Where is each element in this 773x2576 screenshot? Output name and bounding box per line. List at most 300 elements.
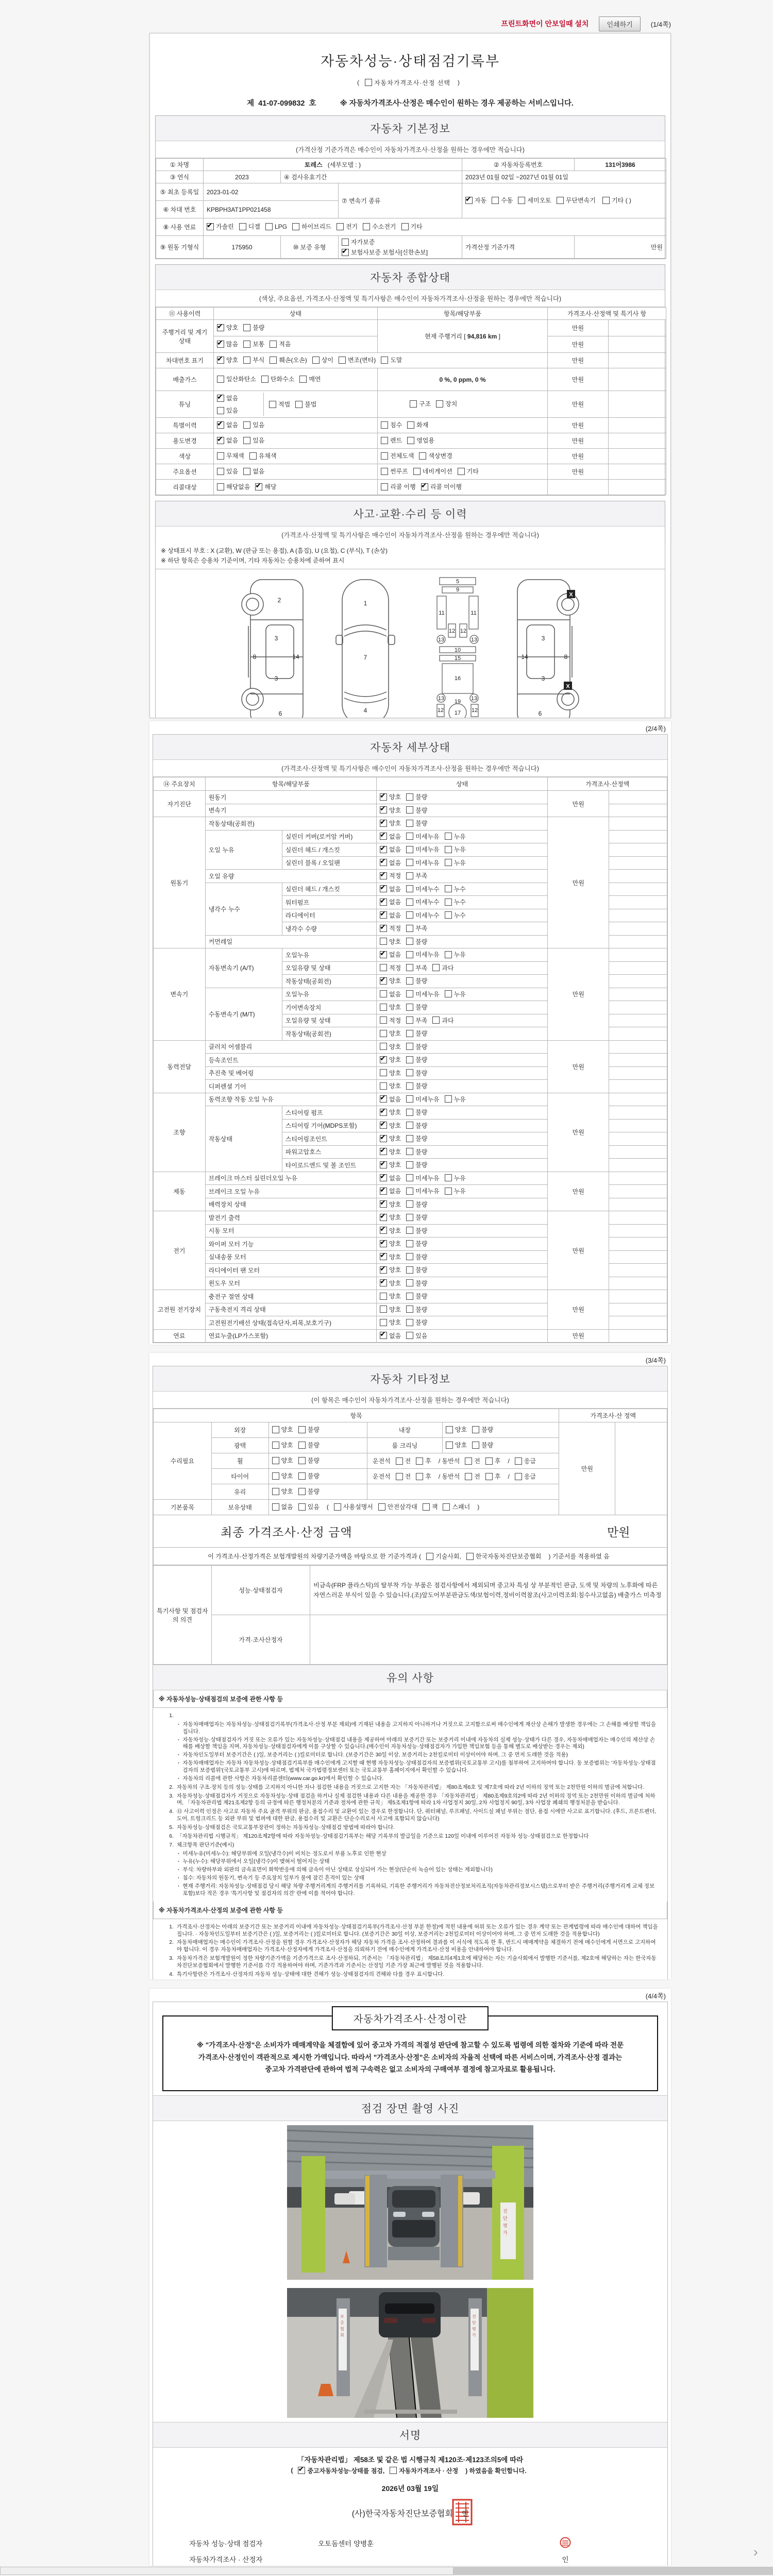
checkbox-checked-icon[interactable] — [380, 1253, 387, 1260]
checkbox-option[interactable] — [217, 482, 250, 491]
checkbox-checked-icon[interactable] — [380, 1188, 387, 1195]
checkbox-option[interactable] — [265, 223, 287, 230]
checkbox-icon[interactable] — [381, 483, 388, 490]
checkbox-icon[interactable] — [381, 437, 388, 444]
checkbox-option[interactable] — [380, 1003, 401, 1011]
checkbox-option[interactable] — [466, 1552, 542, 1561]
checkbox-option[interactable] — [416, 1456, 431, 1465]
checkbox-option[interactable] — [413, 467, 452, 476]
checkbox-checked-icon[interactable] — [380, 1214, 387, 1221]
checkbox-checked-icon[interactable] — [380, 885, 387, 892]
checkbox-icon[interactable] — [406, 872, 413, 879]
checkbox-option[interactable] — [312, 355, 333, 364]
checkbox-option[interactable] — [243, 436, 264, 445]
checkbox-option[interactable] — [298, 1502, 320, 1511]
checkbox-icon[interactable] — [445, 911, 452, 919]
checkbox-option[interactable] — [380, 911, 401, 920]
checkbox-icon[interactable] — [445, 899, 452, 906]
checkbox-icon[interactable] — [445, 859, 452, 866]
checkbox-icon[interactable] — [445, 1188, 452, 1195]
checkbox-icon[interactable] — [406, 938, 413, 945]
checkbox-icon[interactable] — [445, 1174, 452, 1181]
checkbox-checked-icon[interactable] — [380, 1279, 387, 1286]
checkbox-option[interactable] — [380, 976, 401, 985]
install-hint-link[interactable]: 프린트화면이 안보일때 설치 — [501, 20, 589, 28]
checkbox-icon[interactable] — [406, 1240, 413, 1247]
checkbox-option[interactable] — [406, 1016, 427, 1025]
checkbox-icon[interactable] — [406, 1030, 413, 1037]
checkbox-option[interactable] — [243, 323, 264, 332]
checkbox-icon[interactable] — [406, 1109, 413, 1116]
checkbox-option[interactable] — [298, 1456, 320, 1465]
checkbox-option[interactable] — [406, 950, 439, 959]
checkbox-option[interactable] — [380, 792, 401, 801]
checkbox-option[interactable] — [380, 1292, 401, 1300]
checkbox-icon[interactable] — [406, 859, 413, 866]
checkbox-icon[interactable] — [406, 925, 413, 932]
checkbox-icon[interactable] — [492, 197, 499, 204]
checkbox-icon[interactable] — [365, 79, 372, 86]
checkbox-icon[interactable] — [217, 407, 224, 414]
checkbox-option[interactable] — [390, 2466, 458, 2475]
checkbox-option[interactable] — [492, 196, 513, 205]
checkbox-option[interactable] — [299, 375, 321, 383]
checkbox-option[interactable] — [406, 1265, 427, 1274]
checkbox-checked-icon[interactable] — [380, 806, 387, 814]
checkbox-icon[interactable] — [406, 1279, 413, 1286]
checkbox-option[interactable] — [432, 963, 453, 972]
checkbox-icon[interactable] — [419, 452, 426, 460]
print-button[interactable]: 인쇄하기 — [599, 16, 640, 31]
checkbox-checked-icon[interactable] — [217, 421, 224, 429]
checkbox-icon[interactable] — [380, 1016, 387, 1024]
checkbox-checked-icon[interactable] — [465, 197, 473, 204]
checkbox-option[interactable] — [342, 248, 428, 257]
checkbox-option[interactable] — [380, 1134, 401, 1143]
checkbox-checked-icon[interactable] — [380, 1174, 387, 1181]
checkbox-icon[interactable] — [406, 899, 413, 906]
checkbox-option[interactable] — [380, 1265, 401, 1274]
checkbox-option[interactable] — [217, 355, 238, 364]
checkbox-option[interactable] — [436, 399, 457, 408]
checkbox-icon[interactable] — [406, 1043, 413, 1050]
checkbox-option[interactable] — [272, 1487, 293, 1496]
checkbox-icon[interactable] — [406, 990, 413, 997]
checkbox-icon[interactable] — [217, 376, 224, 383]
checkbox-icon[interactable] — [272, 1488, 279, 1495]
checkbox-option[interactable] — [432, 1016, 453, 1025]
checkbox-icon[interactable] — [406, 911, 413, 919]
checkbox-icon[interactable] — [406, 964, 413, 971]
checkbox-option[interactable] — [380, 1213, 401, 1222]
checkbox-checked-icon[interactable] — [421, 483, 428, 490]
checkbox-checked-icon[interactable] — [380, 793, 387, 801]
checkbox-option[interactable] — [421, 482, 462, 491]
checkbox-option[interactable] — [446, 1440, 467, 1449]
checkbox-option[interactable] — [380, 1174, 401, 1182]
checkbox-icon[interactable] — [217, 483, 224, 490]
checkbox-option[interactable] — [298, 2466, 384, 2475]
checkbox-option[interactable] — [272, 1456, 293, 1465]
checkbox-option[interactable] — [380, 885, 401, 893]
checkbox-option[interactable] — [406, 1134, 427, 1143]
checkbox-checked-icon[interactable] — [255, 483, 262, 490]
checkbox-option[interactable] — [239, 222, 260, 231]
checkbox-option[interactable] — [243, 467, 264, 476]
checkbox-icon[interactable] — [406, 1266, 413, 1274]
checkbox-option[interactable] — [380, 1305, 401, 1314]
checkbox-icon[interactable] — [406, 885, 413, 892]
checkbox-option[interactable] — [406, 1029, 427, 1038]
checkbox-option[interactable] — [406, 1069, 427, 1077]
checkbox-checked-icon[interactable] — [380, 977, 387, 985]
checkbox-option[interactable] — [217, 451, 244, 460]
checkbox-option[interactable] — [406, 976, 427, 985]
checkbox-option[interactable] — [406, 1160, 427, 1169]
checkbox-option[interactable] — [445, 1187, 466, 1195]
checkbox-icon[interactable] — [445, 1095, 452, 1103]
checkbox-icon[interactable] — [298, 1503, 306, 1511]
checkbox-icon[interactable] — [334, 1503, 341, 1511]
checkbox-option[interactable] — [270, 355, 307, 364]
checkbox-icon[interactable] — [381, 452, 388, 460]
checkbox-icon[interactable] — [396, 1473, 403, 1480]
checkbox-option[interactable] — [406, 1213, 427, 1222]
checkbox-option[interactable] — [407, 436, 434, 445]
checkbox-option[interactable] — [515, 1456, 536, 1465]
checkbox-option[interactable] — [406, 937, 427, 946]
checkbox-icon[interactable] — [426, 1553, 433, 1560]
checkbox-icon[interactable] — [298, 1472, 306, 1480]
checkbox-option[interactable] — [255, 482, 276, 491]
checkbox-icon[interactable] — [337, 223, 344, 230]
checkbox-option[interactable] — [445, 1095, 466, 1104]
checkbox-icon[interactable] — [413, 468, 421, 475]
checkbox-option[interactable] — [334, 1502, 373, 1511]
checkbox-option[interactable] — [406, 885, 439, 893]
checkbox-icon[interactable] — [446, 1442, 453, 1449]
checkbox-option[interactable] — [272, 1440, 293, 1449]
checkbox-icon[interactable] — [406, 1004, 413, 1011]
checkbox-option[interactable] — [406, 1331, 427, 1340]
checkbox-option[interactable] — [406, 832, 439, 841]
checkbox-icon[interactable] — [406, 1253, 413, 1260]
checkbox-option[interactable] — [272, 1471, 293, 1480]
checkbox-icon[interactable] — [406, 977, 413, 985]
checkbox-option[interactable] — [445, 911, 466, 920]
checkbox-option[interactable] — [380, 950, 401, 959]
checkbox-icon[interactable] — [265, 223, 273, 230]
checkbox-icon[interactable] — [432, 964, 440, 971]
checkbox-icon[interactable] — [339, 357, 346, 364]
checkbox-icon[interactable] — [472, 1442, 479, 1449]
checkbox-checked-icon[interactable] — [380, 1266, 387, 1274]
checkbox-option[interactable] — [406, 1042, 427, 1051]
checkbox-icon[interactable] — [406, 1332, 413, 1339]
checkbox-checked-icon[interactable] — [380, 1122, 387, 1129]
checkbox-option[interactable] — [381, 420, 402, 429]
checkbox-icon[interactable] — [515, 1473, 522, 1480]
checkbox-icon[interactable] — [292, 223, 299, 230]
checkbox-option[interactable] — [472, 1440, 493, 1449]
checkbox-icon[interactable] — [445, 885, 452, 892]
checkbox-checked-icon[interactable] — [380, 1135, 387, 1142]
checkbox-option[interactable] — [339, 355, 376, 364]
checkbox-option[interactable] — [217, 406, 238, 415]
checkbox-option[interactable] — [298, 1425, 320, 1434]
checkbox-icon[interactable] — [390, 2467, 397, 2474]
checkbox-option[interactable] — [406, 911, 439, 920]
checkbox-icon[interactable] — [406, 1161, 413, 1168]
checkbox-option[interactable] — [465, 196, 486, 205]
checkbox-option[interactable] — [217, 340, 238, 348]
checkbox-icon[interactable] — [380, 1030, 387, 1037]
checkbox-icon[interactable] — [299, 376, 307, 383]
checkbox-option[interactable] — [243, 420, 264, 429]
checkbox-option[interactable] — [381, 482, 416, 491]
checkbox-checked-icon[interactable] — [380, 925, 387, 932]
checkbox-option[interactable] — [406, 1147, 427, 1156]
checkbox-option[interactable] — [406, 963, 427, 972]
checkbox-icon[interactable] — [378, 1503, 385, 1511]
checkbox-icon[interactable] — [406, 951, 413, 958]
checkbox-option[interactable] — [243, 355, 264, 364]
checkbox-icon[interactable] — [485, 1473, 493, 1480]
checkbox-icon[interactable] — [406, 1306, 413, 1313]
checkbox-checked-icon[interactable] — [380, 1148, 387, 1155]
checkbox-icon[interactable] — [272, 1442, 279, 1449]
checkbox-option[interactable] — [272, 1502, 293, 1511]
checkbox-checked-icon[interactable] — [380, 951, 387, 958]
checkbox-icon[interactable] — [380, 1306, 387, 1313]
checkbox-option[interactable] — [445, 990, 466, 998]
checkbox-checked-icon[interactable] — [380, 899, 387, 906]
checkbox-option[interactable] — [337, 222, 358, 231]
checkbox-icon[interactable] — [406, 1188, 413, 1195]
horizontal-scrollbar[interactable] — [0, 2567, 773, 2575]
checkbox-option[interactable] — [217, 375, 256, 383]
checkbox-icon[interactable] — [406, 1214, 413, 1221]
checkbox-icon[interactable] — [239, 223, 246, 230]
checkbox-icon[interactable] — [295, 401, 303, 408]
checkbox-checked-icon[interactable] — [380, 846, 387, 853]
checkbox-icon[interactable] — [381, 421, 388, 429]
checkbox-option[interactable] — [243, 340, 264, 348]
checkbox-option[interactable] — [406, 1200, 427, 1209]
checkbox-option[interactable] — [406, 1108, 427, 1116]
checkbox-option[interactable] — [380, 845, 401, 854]
checkbox-option[interactable] — [446, 1425, 467, 1434]
checkbox-icon[interactable] — [298, 1426, 306, 1433]
checkbox-icon[interactable] — [406, 1148, 413, 1155]
checkbox-icon[interactable] — [406, 1082, 413, 1090]
checkbox-icon[interactable] — [298, 1488, 306, 1495]
checkbox-checked-icon[interactable] — [217, 395, 224, 402]
checkbox-icon[interactable] — [436, 400, 443, 408]
checkbox-icon[interactable] — [445, 833, 452, 840]
checkbox-checked-icon[interactable] — [380, 1161, 387, 1168]
checkbox-checked-icon[interactable] — [380, 833, 387, 840]
checkbox-checked-icon[interactable] — [380, 872, 387, 879]
checkbox-option[interactable] — [249, 451, 277, 460]
checkbox-option[interactable] — [380, 1187, 401, 1195]
checkbox-option[interactable] — [270, 340, 291, 348]
checkbox-option[interactable] — [406, 1121, 427, 1130]
checkbox-option[interactable] — [380, 1318, 401, 1327]
checkbox-icon[interactable] — [407, 421, 414, 429]
checkbox-icon[interactable] — [515, 1458, 522, 1465]
checkbox-icon[interactable] — [557, 197, 564, 204]
checkbox-icon[interactable] — [406, 1319, 413, 1326]
checkbox-option[interactable] — [445, 858, 466, 867]
checkbox-option[interactable] — [423, 1502, 438, 1511]
checkbox-icon[interactable] — [416, 1458, 423, 1465]
checkbox-icon[interactable] — [458, 468, 465, 475]
checkbox-option[interactable] — [406, 1055, 427, 1064]
checkbox-option[interactable] — [406, 1003, 427, 1011]
checkbox-checked-icon[interactable] — [380, 1095, 387, 1103]
checkbox-checked-icon[interactable] — [380, 1240, 387, 1247]
checkbox-checked-icon[interactable] — [380, 1056, 387, 1063]
checkbox-option[interactable] — [380, 1121, 401, 1130]
checkbox-icon[interactable] — [416, 1473, 423, 1480]
checkbox-icon[interactable] — [380, 938, 387, 945]
scrollbar-thumb[interactable] — [0, 2567, 453, 2575]
checkbox-icon[interactable] — [406, 1200, 413, 1208]
checkbox-option[interactable] — [406, 1252, 427, 1261]
checkbox-option[interactable] — [406, 897, 439, 906]
checkbox-icon[interactable] — [406, 1135, 413, 1142]
checkbox-icon[interactable] — [406, 1095, 413, 1103]
checkbox-icon[interactable] — [466, 1553, 474, 1560]
checkbox-option[interactable] — [426, 1552, 461, 1561]
checkbox-option[interactable] — [406, 1174, 439, 1182]
checkbox-option[interactable] — [465, 1472, 480, 1481]
checkbox-icon[interactable] — [272, 1472, 279, 1480]
checkbox-option[interactable] — [363, 222, 396, 231]
checkbox-option[interactable] — [406, 858, 439, 867]
checkbox-option[interactable] — [380, 1252, 401, 1261]
checkbox-option[interactable] — [406, 1187, 439, 1195]
checkbox-option[interactable] — [445, 950, 466, 959]
checkbox-option[interactable] — [401, 222, 423, 231]
checkbox-option[interactable] — [465, 1456, 480, 1465]
checkbox-icon[interactable] — [272, 1503, 279, 1511]
checkbox-icon[interactable] — [380, 1319, 387, 1326]
checkbox-checked-icon[interactable] — [380, 1227, 387, 1234]
checkbox-icon[interactable] — [380, 1043, 387, 1050]
checkbox-icon[interactable] — [406, 1069, 413, 1076]
checkbox-icon[interactable] — [406, 1016, 413, 1024]
checkbox-option[interactable] — [406, 845, 439, 854]
checkbox-option[interactable] — [472, 1425, 493, 1434]
checkbox-option[interactable] — [407, 420, 428, 429]
checkbox-option[interactable] — [217, 420, 238, 429]
checkbox-icon[interactable] — [445, 990, 452, 997]
checkbox-icon[interactable] — [465, 1458, 472, 1465]
checkbox-icon[interactable] — [270, 341, 277, 348]
checkbox-option[interactable] — [445, 885, 466, 893]
checkbox-icon[interactable] — [249, 452, 257, 460]
checkbox-option[interactable] — [602, 196, 631, 205]
checkbox-option[interactable] — [380, 1331, 401, 1340]
checkbox-icon[interactable] — [445, 846, 452, 853]
checkbox-checked-icon[interactable] — [380, 859, 387, 866]
checkbox-option[interactable] — [380, 990, 401, 998]
checkbox-checked-icon[interactable] — [217, 437, 224, 444]
checkbox-option[interactable] — [380, 858, 401, 867]
checkbox-option[interactable] — [380, 1055, 401, 1064]
checkbox-option[interactable] — [380, 924, 401, 933]
checkbox-icon[interactable] — [243, 357, 250, 364]
checkbox-option[interactable] — [445, 1174, 466, 1182]
checkbox-option[interactable] — [443, 1502, 470, 1511]
checkbox-option[interactable] — [557, 196, 596, 205]
checkbox-option[interactable] — [207, 222, 234, 231]
checkbox-option[interactable] — [298, 1487, 320, 1496]
checkbox-option[interactable] — [378, 1502, 417, 1511]
checkbox-option[interactable] — [416, 1472, 431, 1481]
checkbox-option[interactable] — [380, 1016, 401, 1025]
checkbox-icon[interactable] — [380, 1004, 387, 1011]
checkbox-option[interactable] — [380, 1226, 401, 1235]
checkbox-icon[interactable] — [401, 223, 409, 230]
checkbox-option[interactable] — [261, 375, 294, 383]
checkbox-icon[interactable] — [406, 1056, 413, 1063]
checkbox-icon[interactable] — [406, 806, 413, 814]
checkbox-icon[interactable] — [312, 357, 320, 364]
checkbox-icon[interactable] — [243, 468, 250, 475]
checkbox-option[interactable] — [381, 467, 408, 476]
checkbox-icon[interactable] — [465, 1473, 472, 1480]
checkbox-option[interactable] — [406, 1239, 427, 1248]
checkbox-option[interactable] — [406, 924, 427, 933]
checkbox-option[interactable] — [217, 467, 238, 476]
checkbox-checked-icon[interactable] — [217, 324, 224, 331]
checkbox-checked-icon[interactable] — [217, 357, 224, 364]
checkbox-icon[interactable] — [410, 400, 417, 408]
checkbox-option[interactable] — [380, 1160, 401, 1169]
checkbox-option[interactable] — [295, 400, 316, 409]
checkbox-icon[interactable] — [406, 833, 413, 840]
checkbox-option[interactable] — [406, 1305, 427, 1314]
checkbox-icon[interactable] — [243, 421, 250, 429]
checkbox-checked-icon[interactable] — [298, 2467, 305, 2474]
checkbox-icon[interactable] — [406, 820, 413, 827]
checkbox-option[interactable] — [445, 845, 466, 854]
checkbox-icon[interactable] — [217, 452, 224, 460]
checkbox-option[interactable] — [380, 963, 401, 972]
checkbox-option[interactable] — [515, 1472, 536, 1481]
checkbox-option[interactable] — [406, 792, 427, 801]
checkbox-option[interactable] — [380, 806, 401, 815]
checkbox-option[interactable] — [445, 832, 466, 841]
checkbox-icon[interactable] — [298, 1457, 306, 1464]
checkbox-icon[interactable] — [381, 468, 388, 475]
checkbox-icon[interactable] — [423, 1503, 430, 1511]
checkbox-icon[interactable] — [406, 846, 413, 853]
checkbox-option[interactable] — [217, 436, 238, 445]
checkbox-option[interactable] — [380, 1081, 401, 1090]
checkbox-option[interactable] — [410, 399, 431, 408]
checkbox-option[interactable] — [380, 1279, 401, 1287]
checkbox-option[interactable] — [380, 832, 401, 841]
checkbox-option[interactable] — [445, 897, 466, 906]
checkbox-icon[interactable] — [381, 357, 388, 364]
checkbox-option[interactable] — [380, 1029, 401, 1038]
checkbox-option[interactable] — [396, 1472, 411, 1481]
checkbox-option[interactable] — [406, 1095, 439, 1104]
